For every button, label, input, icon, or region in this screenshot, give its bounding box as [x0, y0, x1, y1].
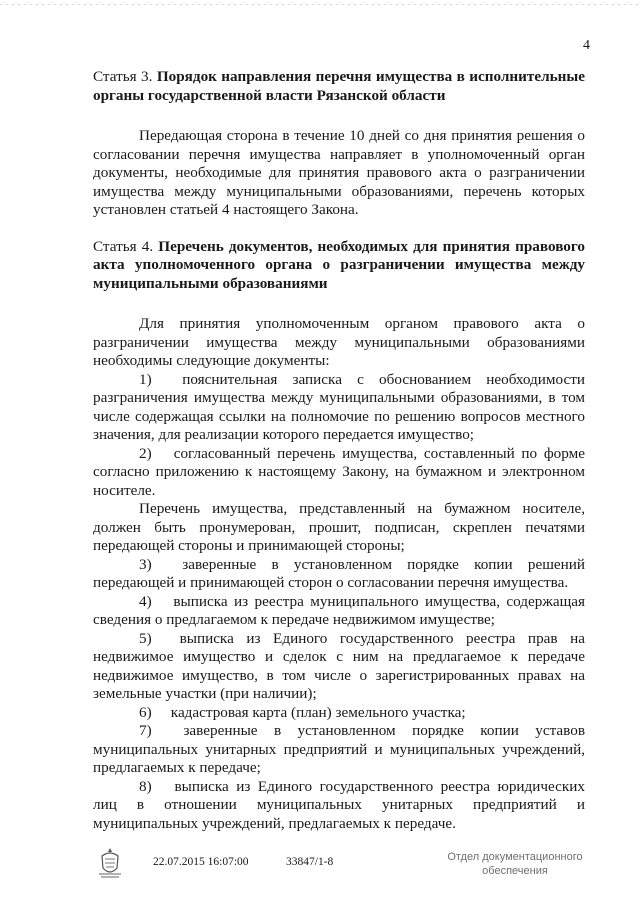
article-4-intro: Для принятия уполномоченным органом правового акта о разграничении имущества между муниципальными образованиями необходимы следующие документы: [93, 315, 585, 369]
page-footer [0, 846, 640, 896]
article-4-title: Перечень документов, необходимых для принятия правового акта уполномоченного органа о разграничении имущества между муниципальными образованиями [93, 237, 585, 292]
scan-edge-rule [0, 4, 640, 5]
department-stamp: Отдел документационного обеспечения [447, 851, 583, 877]
footer-document-code: 33847/1-8 [286, 856, 334, 868]
document-list [93, 371, 585, 834]
list-item: 3) заверенные в установленном порядке копии решений передающей и принимающей сторон о согласовании перечня имущества. [93, 555, 586, 591]
coat-of-arms-icon [96, 846, 124, 880]
article-3-title: Порядок направления перечня имущества в исполнительные органы государственной власти Рязанской области [93, 68, 586, 104]
list-item: 4) выписка из реестра муниципального имущества, содержащая сведения о предлагаемом к передаче недвижимом имуществе; [93, 592, 586, 628]
document-body [93, 68, 585, 833]
article-3-prefix: Статья 3. [93, 68, 153, 85]
list-item: 1) пояснительная записка с обоснованием необходимости разграничения имущества между муниципальными образованиями, в том числе содержащая ссылки на полномочие по решению вопросов местного значения, для реализации которого передается имущество; [93, 370, 586, 443]
article-4-prefix: Статья 4. [93, 237, 154, 255]
article-3-heading [93, 68, 585, 105]
page-number: 4 [583, 38, 590, 53]
list-item: 7) заверенные в установленном порядке копии уставов муниципальных унитарных предприятий и муниципальных учреждений, предлагаемых к передаче; [93, 722, 586, 776]
list-item: 8) выписка из Единого государственного реестра юридических лиц в отношении муниципальных унитарных предприятий и муниципальных учреждений, предлагаемых к передаче. [93, 777, 585, 832]
list-item: 6) кадастровая карта (план) земельного участка; [139, 703, 466, 721]
footer-datetime: 22.07.2015 16:07:00 [153, 856, 249, 868]
list-item-note: Перечень имущества, представленный на бумажном носителе, должен быть пронумерован, прошит, подписан, скреплен печатями передающей стороны и принимающей стороны; [93, 500, 585, 554]
article-3-body: Передающая сторона в течение 10 дней со дня принятия решения о согласовании перечня имущества направляет в уполномоченный орган документы, необходимые для принятия правового акта о разграничении имущества между муниципальными образованиями, перечень которых установлен статьей 4 настоящего Закона. [93, 127, 585, 218]
list-item: 2) согласованный перечень имущества, составленный по форме согласно приложению к настоящему Закону, на бумажном и электронном носителе. [93, 444, 585, 499]
article-4-heading [93, 238, 585, 294]
list-item: 5) выписка из Единого государственного реестра прав на недвижимое имущество и сделок с ним на предлагаемое к передаче недвижимое имущество, в том числе о зарегистрированных правах на земельные участки (при наличии); [93, 629, 585, 702]
